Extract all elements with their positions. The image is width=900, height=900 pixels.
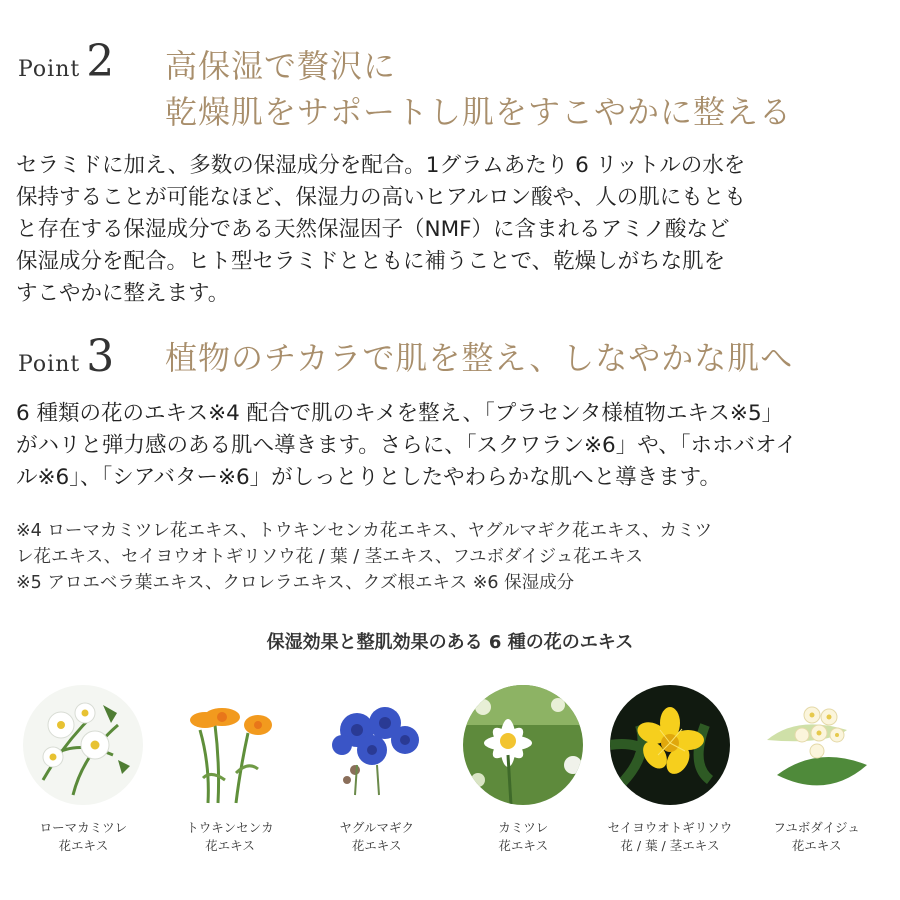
flower-name: ヤグルマギク — [339, 820, 414, 835]
point-3-body — [16, 398, 886, 494]
flower-item-calendula — [160, 685, 300, 855]
blue-cornflowers-image — [317, 685, 437, 805]
point-2-body — [16, 150, 886, 310]
body-line: 保湿成分を配合。ヒト型セラミドとともに補うことで、乾燥しがちな肌を — [16, 249, 726, 274]
point-2-headline-line1: 高保湿で贅沢に — [165, 47, 397, 85]
flower-item-linden — [747, 685, 887, 855]
footnote-line: ※5 アロエベラ葉エキス、クロレラエキス、クズ根エキス ※6 保湿成分 — [16, 573, 575, 593]
point-2-label — [18, 36, 115, 87]
body-line: がハリと弾力感のある肌へ導きます。さらに、「スクワラン※6」や、「ホホバオイ — [16, 433, 797, 458]
point-word: Point — [18, 352, 81, 377]
point-3-label — [18, 331, 115, 382]
flower-name: カミツレ — [498, 820, 549, 835]
flower-name: フユボダイジュ — [773, 820, 860, 835]
point-2-headline-line2: 乾燥肌をサポートし肌をすこやかに整える — [165, 93, 793, 131]
chamomile-field-image — [463, 685, 583, 805]
flower-item-roman-chamomile — [13, 685, 153, 855]
flower-name: セイヨウオトギリソウ — [607, 820, 733, 835]
flower-extract: 花エキス — [205, 838, 255, 853]
footnote-line: ※4 ローマカミツレ花エキス、トウキンセンカ花エキス、ヤグルマギク花エキス、カミツ — [16, 521, 713, 541]
flowers-section-title: 保湿効果と整肌効果のある 6 種の花のエキス — [266, 632, 634, 653]
flower-extract: 花エキス — [791, 838, 842, 853]
flower-name: トウキンセンカ — [186, 820, 274, 835]
flower-item-chamomile — [453, 685, 593, 855]
flower-extract: 花エキス — [351, 838, 402, 853]
point-number: 3 — [86, 331, 115, 382]
body-line: ル※6」、「シアバター※6」がしっとりとしたやわらかな肌へと導きます。 — [16, 465, 721, 490]
flower-list — [0, 685, 900, 855]
body-line: と存在する保湿成分である天然保湿因子（NMF）に含まれるアミノ酸など — [16, 217, 730, 242]
orange-calendula-flowers-image — [170, 685, 290, 805]
point-number: 2 — [86, 36, 115, 87]
chamomile-white-flowers-image — [23, 685, 143, 805]
footnote-line: レ花エキス、セイヨウオトギリソウ花 / 葉 / 茎エキス、フユボダイジュ花エキス — [16, 547, 643, 567]
body-line: セラミドに加え、多数の保湿成分を配合。1グラムあたり 6 リットルの水を — [16, 153, 746, 178]
footnotes — [16, 518, 886, 596]
flower-extract: 花 / 葉 / 茎エキス — [620, 838, 720, 853]
flower-extract: 花エキス — [498, 838, 549, 853]
flower-item-st-johns-wort — [600, 685, 740, 855]
body-line: すこやかに整えます。 — [16, 281, 230, 306]
point-word: Point — [18, 57, 81, 82]
yellow-st-johns-wort-image — [610, 685, 730, 805]
point-3-headline: 植物のチカラで肌を整え、しなやかな肌へ — [165, 339, 794, 377]
body-line: 保持することが可能なほど、保湿力の高いヒアルロン酸や、人の肌にもとも — [16, 185, 746, 210]
flower-item-cornflower — [307, 685, 447, 855]
flower-name: ローマカミツレ — [39, 820, 128, 835]
body-line: 6 種類の花のエキス※4 配合で肌のキメを整え、「プラセンタ様植物エキス※5」 — [16, 401, 784, 426]
flower-extract: 花エキス — [58, 838, 109, 853]
linden-blossom-image — [757, 685, 877, 805]
